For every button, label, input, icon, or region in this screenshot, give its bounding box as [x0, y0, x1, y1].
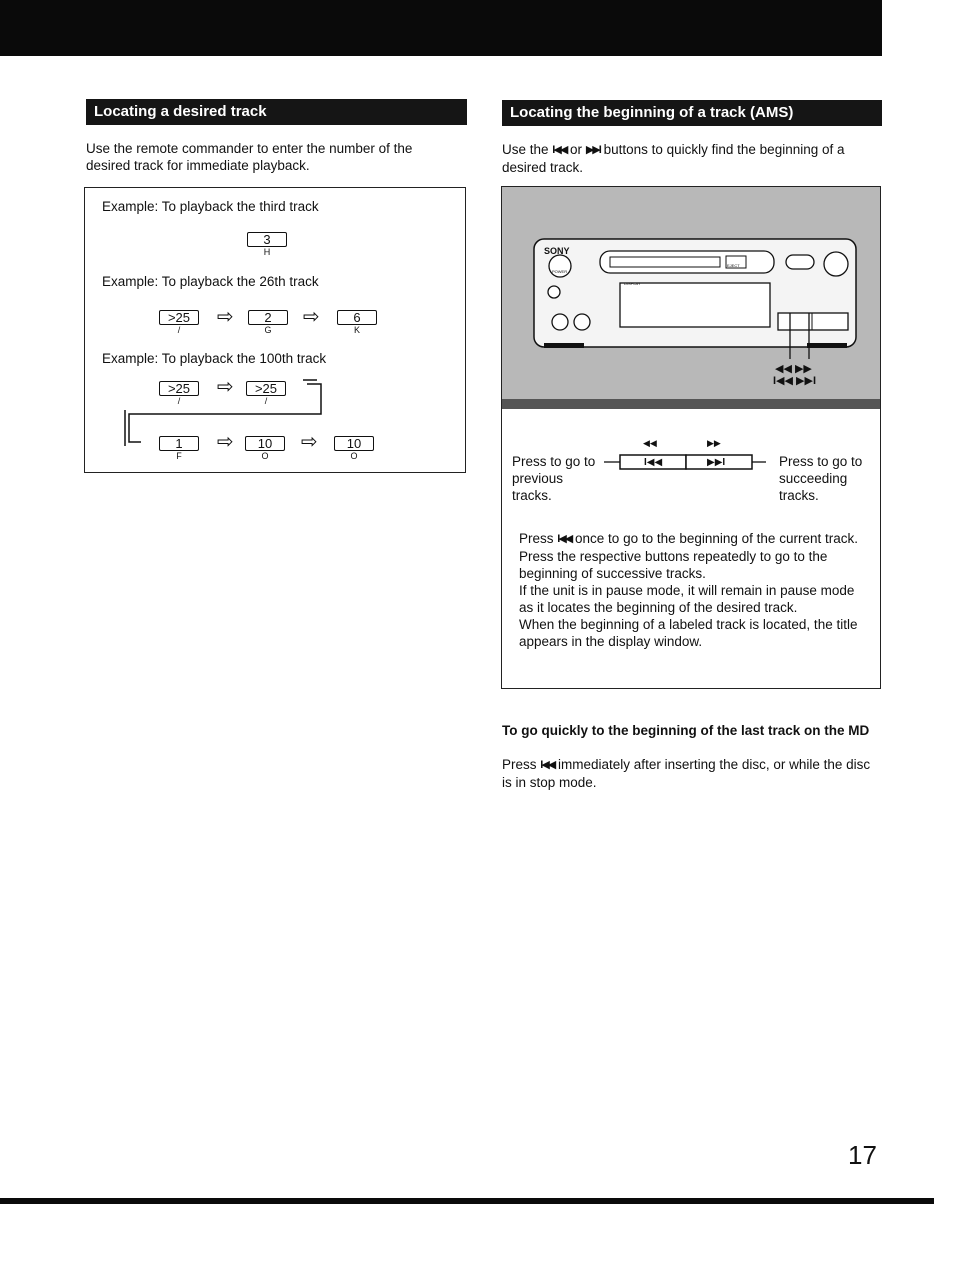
key-6-sub: K — [353, 325, 360, 335]
prev-track-button-icon: I◀◀ — [644, 457, 663, 468]
key-1-sub: F — [176, 451, 182, 461]
left-section-title: Locating a desired track — [86, 99, 467, 125]
arrow-right-icon: ⇨ — [301, 431, 318, 453]
ams-figure-box — [501, 186, 881, 689]
ams-button-diagram — [604, 453, 782, 475]
arrow-right-icon: ⇨ — [303, 306, 320, 328]
bottom-rule — [0, 1198, 934, 1204]
device-power-label: POWER — [552, 269, 568, 274]
key-10-sub: O — [350, 451, 358, 461]
next-track-button-icon: ▶▶I — [707, 457, 726, 468]
device-brand: SONY — [544, 246, 570, 256]
last-track-heading: To go quickly to the beginning of the last track on the MD — [502, 723, 870, 738]
arrow-right-icon: ⇨ — [217, 431, 234, 453]
key-10: 10 — [245, 436, 285, 451]
example-3-label: Example: To playback the 100th track — [102, 351, 327, 366]
key-10: 10 — [334, 436, 374, 451]
page-number: 17 — [848, 1140, 877, 1170]
device-display-label: DISPLAY — [624, 281, 641, 286]
desc-line-3: If the unit is in pause mode, it will remain in pause mode as it locates the beginning of the desired track. — [519, 583, 855, 615]
device-seek-icons-top: ◀◀ ▶▶ — [775, 363, 812, 375]
device-eject-label: EJECT — [727, 263, 740, 268]
desc-line-1: Press I◀◀ once to go to the beginning of the current track. — [519, 531, 858, 546]
fast-forward-icon: ▶▶ — [707, 438, 721, 448]
key-over25: >25 — [246, 381, 286, 396]
key-3: 3 — [247, 232, 287, 247]
key-over25-sub: / — [177, 396, 181, 406]
device-photo — [502, 187, 880, 409]
key-over25: >25 — [159, 310, 199, 325]
desc-line-2: Press the respective buttons repeatedly to go to the beginning of successive tracks. — [519, 549, 828, 581]
device-seek-icons-bottom: I◀◀ ▶▶I — [773, 375, 817, 387]
arrow-right-icon: ⇨ — [217, 306, 234, 328]
top-bar — [0, 0, 882, 56]
prev-button-icon: I◀◀ — [557, 533, 572, 545]
key-2-sub: G — [264, 325, 272, 335]
key-10-sub: O — [261, 451, 269, 461]
example-2-label: Example: To playback the 26th track — [102, 274, 319, 289]
key-1: 1 — [159, 436, 199, 451]
example-1-label: Example: To playback the third track — [102, 199, 319, 214]
key-over25-sub: / — [264, 396, 268, 406]
last-track-text: Press I◀◀ immediately after inserting the disc, or while the disc is in stop mode. — [502, 757, 871, 790]
right-section-title: Locating the beginning of a track (AMS) — [502, 100, 882, 126]
rewind-icon: ◀◀ — [643, 438, 657, 448]
key-3-sub: H — [263, 247, 271, 257]
next-button-icon: ▶▶I — [585, 144, 600, 156]
continuation-line — [85, 188, 465, 472]
prev-tracks-text: Press to go to previous tracks. — [512, 454, 596, 503]
next-tracks-text: Press to go to succeeding tracks. — [779, 454, 863, 503]
prev-button-icon: I◀◀ — [552, 144, 567, 156]
left-section-intro: Use the remote commander to enter the number of the desired track for immediate playback. — [86, 141, 413, 173]
key-over25-sub: / — [177, 325, 181, 335]
desc-line-4: When the beginning of a labeled track is located, the title appears in the display window. — [519, 617, 858, 649]
examples-box — [84, 187, 466, 473]
md-deck-illustration — [502, 187, 880, 409]
right-section-intro: Use the I◀◀ or ▶▶I buttons to quickly find the beginning of a desired track. — [502, 142, 845, 175]
ams-description — [519, 530, 864, 650]
arrow-right-icon: ⇨ — [217, 376, 234, 398]
key-over25: >25 — [159, 381, 199, 396]
prev-button-icon: I◀◀ — [540, 759, 555, 771]
key-6: 6 — [337, 310, 377, 325]
key-2: 2 — [248, 310, 288, 325]
